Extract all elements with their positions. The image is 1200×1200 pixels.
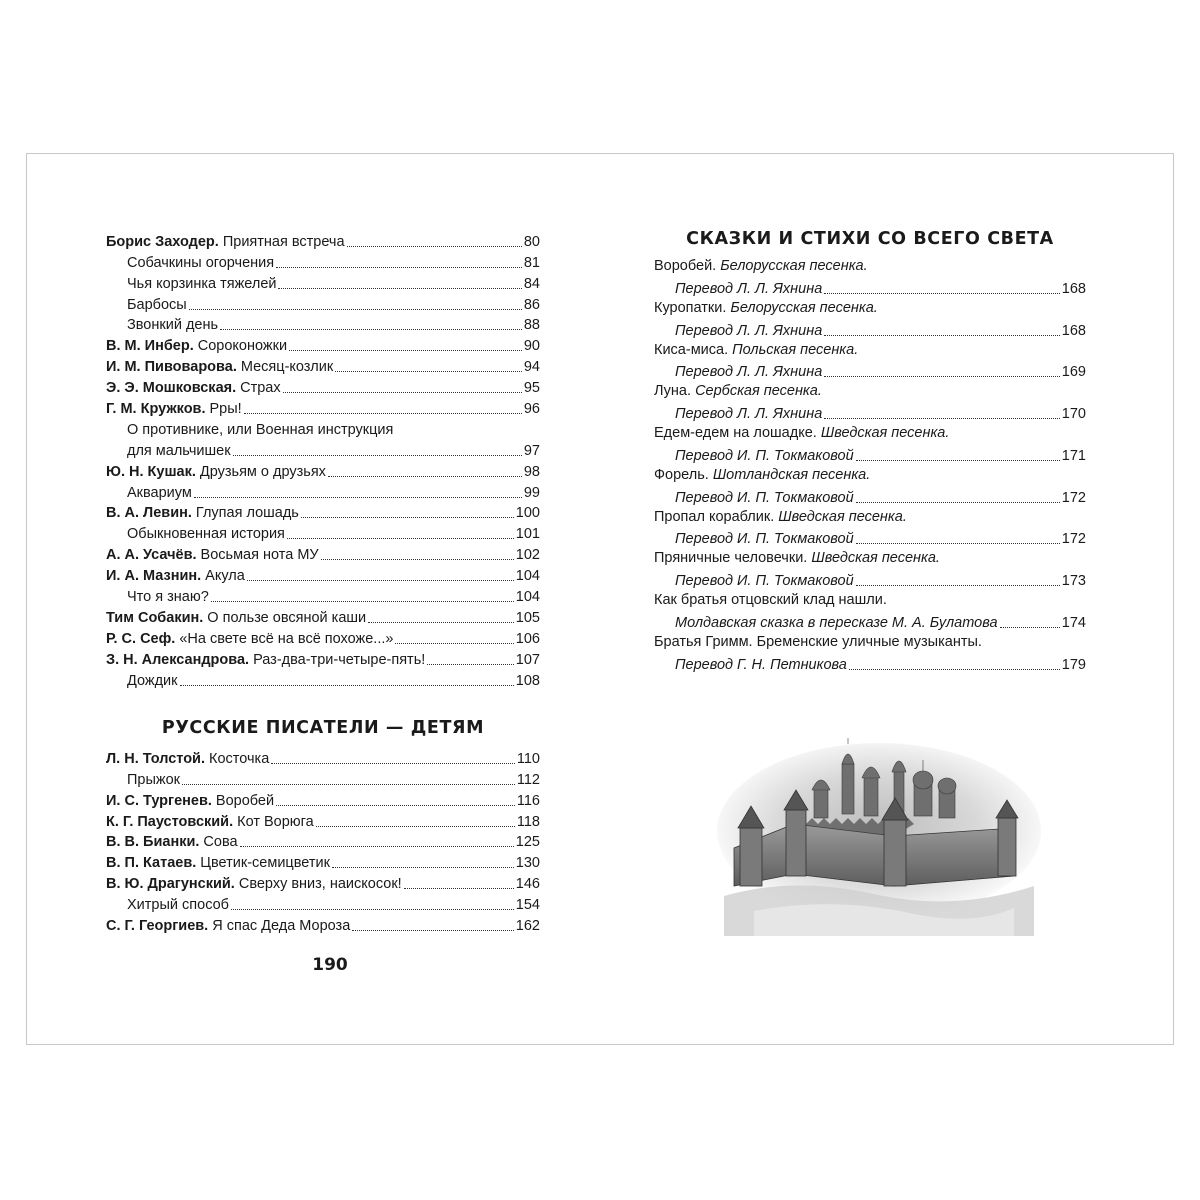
toc-title: Акула [205, 568, 245, 585]
toc-leader-dots [856, 543, 1060, 544]
toc-page-number: 168 [1061, 280, 1086, 297]
toc-title: Друзьям о друзьях [199, 463, 326, 480]
toc-translator: Перевод И. П. Токмаковой [675, 489, 854, 506]
section-heading-world-tales: СКАЗКИ И СТИХИ СО ВСЕГО СВЕТА [686, 229, 1054, 249]
toc-leader-dots [189, 309, 522, 310]
toc-leader-dots [231, 909, 514, 910]
toc-leader-dots [283, 392, 522, 393]
toc-leader-dots [240, 846, 514, 847]
toc-entry-title-line [654, 298, 1086, 319]
toc-title: О пользе овсяной каши [207, 609, 367, 626]
toc-row [106, 606, 540, 627]
toc-entry-translator-line [654, 486, 1086, 507]
toc-row [106, 439, 540, 460]
toc-entry-title-line [654, 423, 1086, 444]
toc-origin: Шведская песенка. [778, 508, 907, 525]
toc-entry-translator-line [654, 402, 1086, 423]
toc-entry-title-line [654, 507, 1086, 528]
toc-page-number: 105 [515, 609, 540, 626]
toc-title: для мальчишек [127, 442, 231, 459]
toc-leader-dots [1000, 627, 1060, 628]
toc-leader-dots [352, 930, 514, 931]
toc-title: Сороконожки [197, 338, 288, 355]
toc-author: И. А. Мазнин. [106, 568, 202, 585]
toc-title: Форель. [654, 466, 709, 483]
toc-page-number: 90 [523, 338, 540, 355]
toc-author: Ю. Н. Кушак. [106, 463, 196, 480]
toc-title: Воробей. [654, 258, 717, 274]
toc-entry-translator-line [654, 319, 1086, 340]
toc-row [106, 872, 540, 893]
toc-page-number: 101 [515, 526, 540, 543]
toc-page-number: 107 [515, 651, 540, 668]
toc-title: О противнике, или Военная инструкция [127, 421, 394, 438]
toc-row [106, 355, 540, 376]
toc-leader-dots [301, 517, 514, 518]
toc-origin: Белорусская песенка. [730, 299, 878, 316]
section-heading-russian-writers: РУССКИЕ ПИСАТЕЛИ — ДЕТЯМ [161, 718, 485, 738]
toc-translator: Молдавская сказка в пересказе М. А. Булатова [675, 615, 998, 632]
toc-title: Страх [240, 380, 281, 397]
toc-entry-translator-line [654, 360, 1086, 381]
toc-author: А. А. Усачёв. [106, 547, 197, 564]
toc-leader-dots [182, 784, 515, 785]
toc-row [106, 627, 540, 648]
toc-page-number: 80 [523, 233, 540, 250]
toc-leader-dots [220, 329, 522, 330]
toc-leader-dots [233, 455, 522, 456]
toc-page-number: 102 [515, 547, 540, 564]
toc-row [106, 481, 540, 502]
toc-page-number: 173 [1061, 573, 1086, 590]
toc-leader-dots [316, 826, 515, 827]
toc-translator: Перевод Л. Л. Яхнина [675, 406, 823, 423]
toc-page-number: 88 [523, 317, 540, 334]
toc-entry-title-line [654, 590, 1086, 611]
toc-page-number: 162 [515, 918, 540, 935]
toc-leader-dots [278, 288, 521, 289]
toc-origin: Польская песенка. [732, 341, 859, 358]
kremlin-illustration [714, 736, 1044, 936]
toc-title: Барбосы [127, 296, 187, 313]
toc-title: Пропал кораблик. [654, 508, 775, 525]
toc-leader-dots [276, 267, 522, 268]
toc-title: Цветик-семицветик [200, 855, 330, 872]
toc-author: В. М. Инбер. [106, 338, 194, 355]
toc-title: Аквариум [127, 484, 192, 501]
toc-entry-title-line [654, 381, 1086, 402]
toc-title: «На свете всё на всё похоже...» [179, 630, 394, 647]
toc-row [106, 502, 540, 523]
toc-entry-translator-line [654, 277, 1086, 298]
toc-row [106, 810, 540, 831]
toc-leader-dots [824, 293, 1060, 294]
toc-leader-dots [824, 335, 1060, 336]
toc-page-number: 116 [516, 792, 540, 809]
toc-title: Глупая лошадь [195, 505, 299, 522]
toc-title: Что я знаю? [127, 589, 209, 606]
toc-page-number: 81 [523, 254, 540, 271]
toc-page-number: 170 [1061, 406, 1086, 423]
toc-left-column-2 [106, 747, 540, 935]
toc-row [106, 314, 540, 335]
toc-translator: Перевод И. П. Токмаковой [675, 573, 854, 590]
toc-title: Раз-два-три-четыре-пять! [253, 651, 426, 668]
toc-row [106, 418, 540, 439]
toc-title: Сова [203, 834, 238, 851]
toc-title: Прыжок [127, 771, 181, 788]
toc-title: Чья корзинка тяжелей [127, 275, 277, 292]
toc-leader-dots [849, 669, 1060, 670]
toc-leader-dots [287, 538, 514, 539]
toc-leader-dots [856, 502, 1060, 503]
toc-page-number: 104 [515, 589, 540, 606]
toc-row [106, 789, 540, 810]
toc-page-number: 172 [1061, 489, 1086, 506]
toc-title: Обыкновенная история [127, 526, 285, 543]
toc-title: Луна. [654, 383, 692, 400]
toc-leader-dots [328, 476, 522, 477]
toc-title: Братья Гримм. Бременские уличные музыканты. [654, 634, 982, 651]
toc-page-number: 104 [515, 568, 540, 585]
toc-leader-dots [211, 601, 514, 602]
toc-leader-dots [427, 664, 514, 665]
toc-origin: Шотландская песенка. [712, 466, 871, 483]
toc-title: Куропатки. [654, 299, 727, 316]
toc-author: И. М. Пивоварова. [106, 359, 237, 376]
toc-author: Борис Заходер. [106, 233, 219, 250]
toc-page-number: 94 [523, 359, 540, 376]
toc-row [106, 293, 540, 314]
toc-translator: Перевод Л. Л. Яхнина [675, 280, 823, 297]
toc-row [106, 376, 540, 397]
page-number: 190 [312, 955, 348, 975]
toc-translator: Перевод И. П. Токмаковой [675, 531, 854, 548]
toc-title: Восьмая нота МУ [200, 547, 319, 564]
toc-title: Едем-едем на лошадке. [654, 425, 817, 442]
toc-leader-dots [276, 805, 515, 806]
toc-entry-translator-line [654, 444, 1086, 465]
toc-title: Сверху вниз, наискосок! [238, 876, 402, 893]
toc-page-number: 98 [523, 463, 540, 480]
toc-page-number: 100 [515, 505, 540, 522]
toc-right-column [654, 256, 1086, 674]
toc-leader-dots [347, 246, 522, 247]
toc-translator: Перевод Г. Н. Петникова [675, 656, 847, 673]
toc-origin: Шведская песенка. [811, 550, 940, 567]
toc-author: В. В. Бианки. [106, 834, 200, 851]
toc-row [106, 747, 540, 768]
toc-page-number: 99 [523, 484, 540, 501]
toc-title: Как братья отцовский клад нашли. [654, 592, 887, 609]
toc-title: Месяц-козлик [240, 359, 334, 376]
toc-row [106, 768, 540, 789]
toc-row [106, 893, 540, 914]
toc-title: Киса-миса. [654, 341, 729, 358]
toc-leader-dots [247, 580, 514, 581]
toc-author: Э. Э. Мошковская. [106, 380, 237, 397]
toc-author: В. П. Катаев. [106, 855, 197, 872]
toc-page-number: 168 [1061, 322, 1086, 339]
toc-translator: Перевод Л. Л. Яхнина [675, 364, 823, 381]
toc-row [106, 648, 540, 669]
toc-page-number: 146 [515, 876, 540, 893]
toc-row [106, 831, 540, 852]
toc-author: К. Г. Паустовский. [106, 813, 234, 830]
toc-page-number: 84 [523, 275, 540, 292]
toc-page-number: 112 [516, 771, 540, 788]
toc-entry-title-line [654, 465, 1086, 486]
toc-leader-dots [856, 460, 1060, 461]
toc-page-number: 86 [523, 296, 540, 313]
toc-leader-dots [335, 371, 522, 372]
toc-page-number: 96 [523, 401, 540, 418]
toc-page-number: 154 [515, 897, 540, 914]
toc-page-number: 125 [515, 834, 540, 851]
toc-page-number: 169 [1061, 364, 1086, 381]
toc-title: Собачкины огорчения [127, 254, 275, 271]
toc-entry-translator-line [654, 569, 1086, 590]
toc-origin: Шведская песенка. [820, 425, 950, 442]
toc-entry-translator-line [654, 528, 1086, 549]
toc-leader-dots [824, 418, 1060, 419]
toc-author: И. С. Тургенев. [106, 792, 212, 809]
toc-origin: Белорусская песенка. [720, 258, 868, 274]
toc-row [106, 585, 540, 606]
toc-row [106, 230, 540, 251]
toc-row [106, 543, 540, 564]
toc-leader-dots [368, 622, 514, 623]
toc-author: В. А. Левин. [106, 505, 192, 522]
toc-row [106, 851, 540, 872]
toc-author: В. Ю. Драгунский. [106, 876, 235, 893]
toc-author: С. Г. Георгиев. [106, 918, 209, 935]
toc-leader-dots [244, 413, 522, 414]
toc-leader-dots [289, 350, 522, 351]
toc-leader-dots [321, 559, 514, 560]
toc-row [106, 460, 540, 481]
toc-row [106, 564, 540, 585]
toc-page-number: 130 [515, 855, 540, 872]
toc-leader-dots [332, 867, 514, 868]
toc-row [106, 522, 540, 543]
toc-leader-dots [180, 685, 514, 686]
toc-title: Пряничные человечки. [654, 550, 808, 567]
toc-row [106, 669, 540, 690]
toc-leader-dots [194, 497, 522, 498]
toc-leader-dots [404, 888, 514, 889]
toc-entry-translator-line [654, 611, 1086, 632]
toc-page-number: 171 [1061, 447, 1086, 464]
toc-page-number: 174 [1061, 615, 1086, 632]
toc-origin: Сербская песенка. [695, 383, 822, 400]
toc-title: Приятная встреча [222, 233, 345, 250]
toc-entry-translator-line [654, 653, 1086, 674]
toc-row [106, 914, 540, 935]
toc-author: Тим Собакин. [106, 609, 204, 626]
toc-row [106, 272, 540, 293]
toc-page-number: 95 [523, 380, 540, 397]
toc-left-column [106, 230, 540, 690]
toc-entry-title-line [654, 632, 1086, 653]
toc-title: Рры! [209, 401, 242, 418]
toc-row [106, 251, 540, 272]
toc-page-number: 108 [515, 672, 540, 689]
toc-author: Р. С. Сеф. [106, 630, 176, 647]
toc-page-number: 118 [516, 813, 540, 830]
toc-title: Я спас Деда Мороза [212, 918, 351, 935]
toc-title: Хитрый способ [127, 897, 229, 914]
toc-title: Воробей [215, 792, 275, 809]
toc-title: Косточка [209, 750, 270, 767]
toc-author: З. Н. Александрова. [106, 651, 250, 668]
toc-leader-dots [395, 643, 513, 644]
toc-leader-dots [271, 763, 515, 764]
toc-page-number: 106 [515, 630, 540, 647]
toc-title: Звонкий день [127, 317, 219, 334]
toc-translator: Перевод И. П. Токмаковой [675, 447, 854, 464]
toc-entry-title-line [654, 256, 1086, 277]
toc-row [106, 334, 540, 355]
toc-page-number: 179 [1061, 656, 1086, 673]
toc-page-number: 110 [516, 750, 540, 767]
toc-entry-title-line [654, 548, 1086, 569]
toc-author: Г. М. Кружков. [106, 401, 206, 418]
toc-row [106, 397, 540, 418]
toc-entry-title-line [654, 340, 1086, 361]
toc-translator: Перевод Л. Л. Яхнина [675, 322, 823, 339]
toc-title: Кот Ворюга [237, 813, 314, 830]
toc-page-number: 97 [523, 442, 540, 459]
toc-leader-dots [824, 376, 1060, 377]
toc-page-number: 172 [1061, 531, 1086, 548]
toc-title: Дождик [127, 672, 178, 689]
toc-leader-dots [856, 585, 1060, 586]
toc-author: Л. Н. Толстой. [106, 750, 205, 767]
